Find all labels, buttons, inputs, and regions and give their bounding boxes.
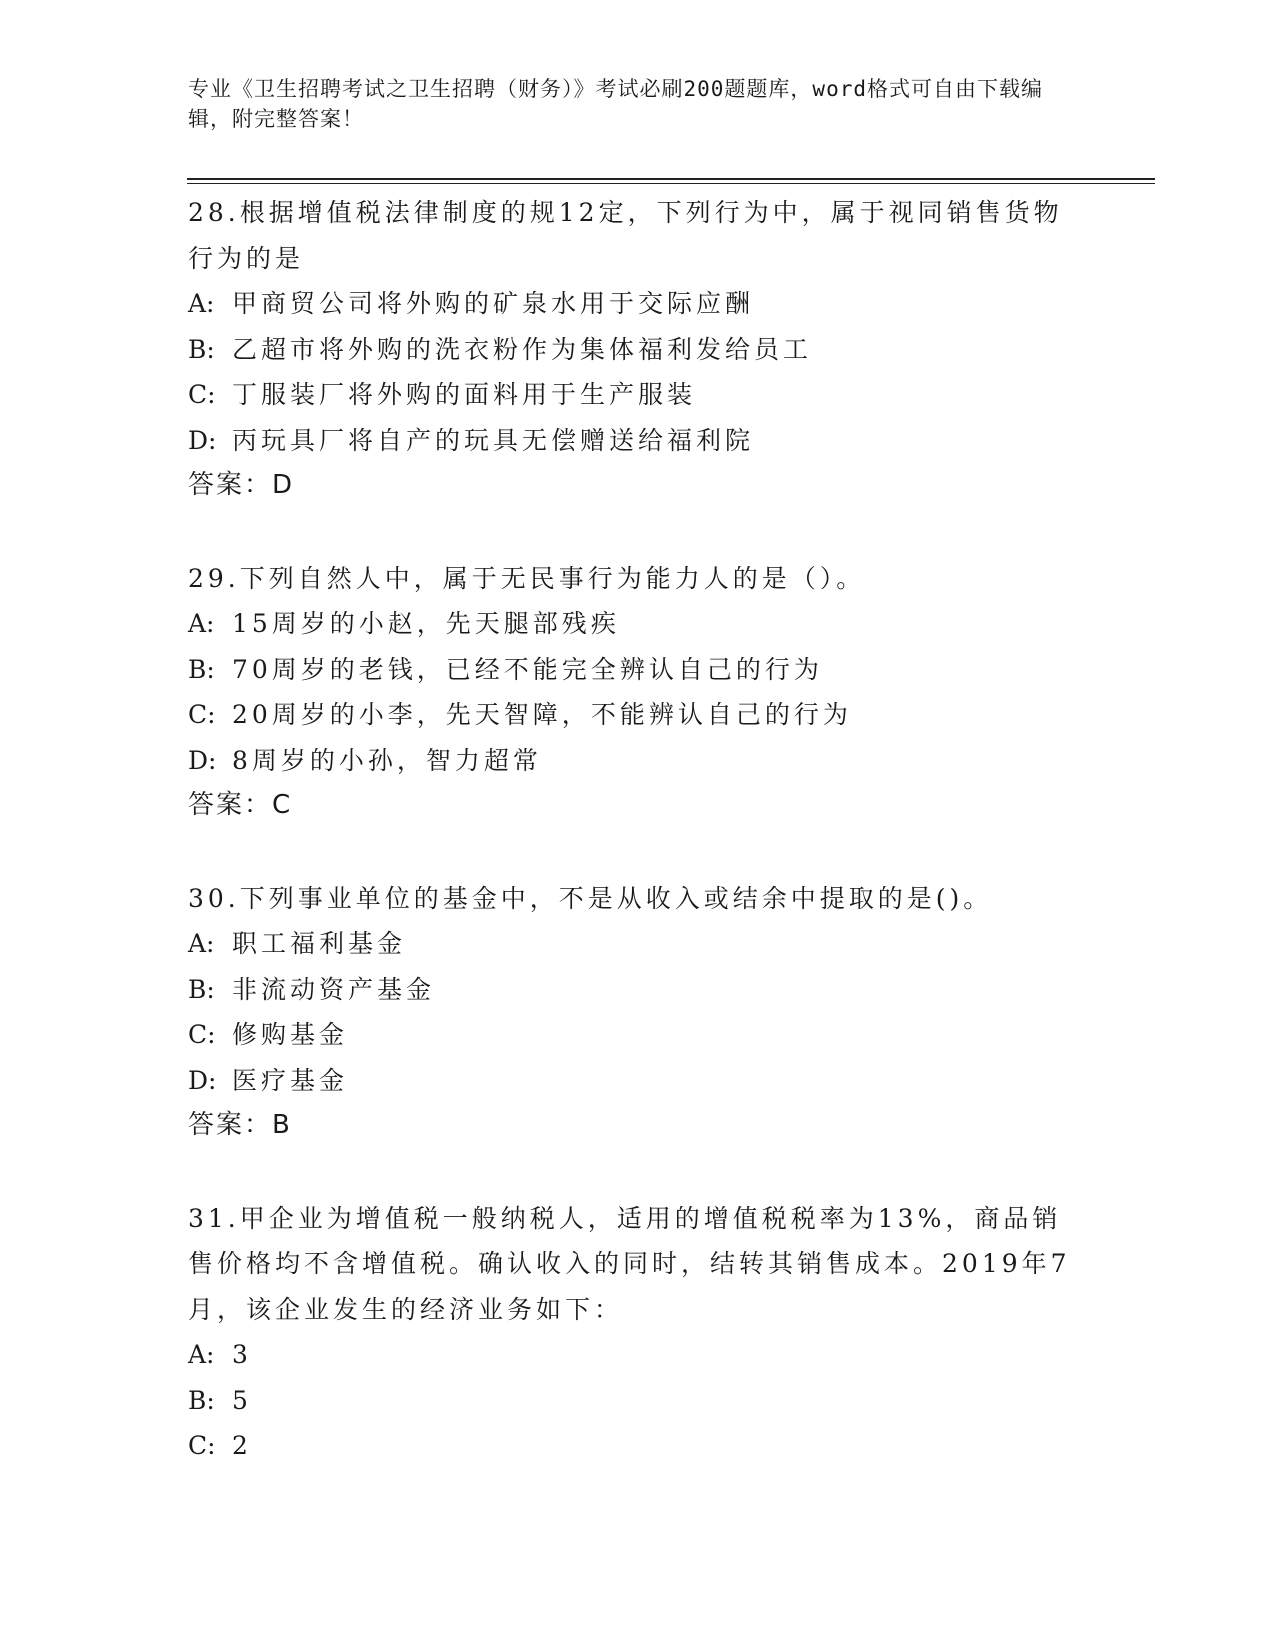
option-letter: B:: [188, 654, 215, 684]
question-stem: 29.下列自然人中，属于无民事行为能力人的是（）。: [188, 563, 866, 593]
option-b: [188, 647, 1088, 693]
answer-line: 答案：C: [188, 790, 293, 820]
header-divider-thick: [187, 178, 1155, 180]
option-text: 乙超市将外购的洗衣粉作为集体福利发给员工: [232, 334, 813, 364]
option-text: 甲商贸公司将外购的矿泉水用于交际应酬: [232, 289, 755, 318]
option-letter: C:: [188, 1431, 216, 1460]
option-letter: B:: [188, 974, 215, 1004]
option-c: [188, 1423, 1088, 1469]
option-text: 丁服装厂将外购的面料用于生产服装: [232, 380, 697, 409]
option-a: [188, 921, 1088, 967]
spacer: [188, 509, 1088, 556]
header-divider-thin: [187, 183, 1155, 184]
spacer: [188, 1149, 1088, 1196]
option-text: 丙玩具厂将自产的玩具无偿赠送给福利院: [232, 425, 755, 455]
option-letter: B:: [188, 334, 215, 364]
option-b: [188, 1378, 1088, 1424]
document-intro: 专业《卫生招聘考试之卫生招聘（财务）》考试必刷200题题库，word格式可自由下载编辑，附完整答案！: [188, 77, 1043, 131]
option-letter: A:: [188, 289, 215, 318]
option-text: 20周岁的小李，先天智障，不能辨认自己的行为: [232, 700, 852, 729]
option-a: [188, 281, 1088, 327]
option-letter: C:: [188, 380, 216, 409]
option-c: [188, 692, 1088, 738]
question-28: [188, 190, 1088, 509]
option-text: 非流动资产基金: [232, 974, 436, 1004]
option-c: [188, 1012, 1088, 1058]
option-a: [188, 1332, 1088, 1378]
option-d: [188, 1058, 1088, 1104]
option-text: 职工福利基金: [232, 929, 407, 958]
option-text: 70周岁的老钱，已经不能完全辨认自己的行为: [232, 654, 823, 684]
option-letter: D:: [188, 1065, 217, 1095]
answer-line: 答案：B: [188, 1110, 292, 1140]
option-text: 医疗基金: [232, 1065, 349, 1095]
option-letter: A:: [188, 929, 215, 958]
option-text: 15周岁的小赵，先天腿部残疾: [232, 609, 620, 638]
option-a: [188, 601, 1088, 647]
option-letter: A:: [188, 1340, 215, 1369]
option-b: [188, 967, 1088, 1013]
option-letter: C:: [188, 700, 216, 729]
option-c: [188, 372, 1088, 418]
option-b: [188, 327, 1088, 373]
spacer: [188, 829, 1088, 876]
option-letter: A:: [188, 609, 215, 638]
answer-line: 答案：D: [188, 470, 295, 500]
option-d: [188, 738, 1088, 784]
option-text: 8周岁的小孙，智力超常: [232, 745, 542, 775]
question-list: [188, 190, 1088, 1469]
question-31: [188, 1196, 1088, 1469]
option-letter: C:: [188, 1020, 216, 1049]
question-29: [188, 556, 1088, 829]
option-text: 修购基金: [232, 1020, 349, 1049]
question-stem: 30.下列事业单位的基金中，不是从收入或结余中提取的是()。: [188, 883, 993, 913]
option-letter: B:: [188, 1385, 215, 1415]
question-30: [188, 876, 1088, 1149]
option-letter: D:: [188, 425, 217, 455]
question-stem: 31.甲企业为增值税一般纳税人，适用的增值税税率为13%，商品销售价格均不含增值税。确认收入的同时，结转其销售成本。2019年7月，该企业发生的经济业务如下：: [188, 1203, 1071, 1324]
option-text: 5: [232, 1385, 252, 1415]
option-text: 2: [232, 1431, 252, 1460]
option-d: [188, 418, 1088, 464]
option-letter: D:: [188, 745, 217, 775]
option-text: 3: [232, 1340, 252, 1369]
question-stem: 28.根据增值税法律制度的规12定，下列行为中，属于视同销售货物行为的是: [188, 198, 1063, 273]
